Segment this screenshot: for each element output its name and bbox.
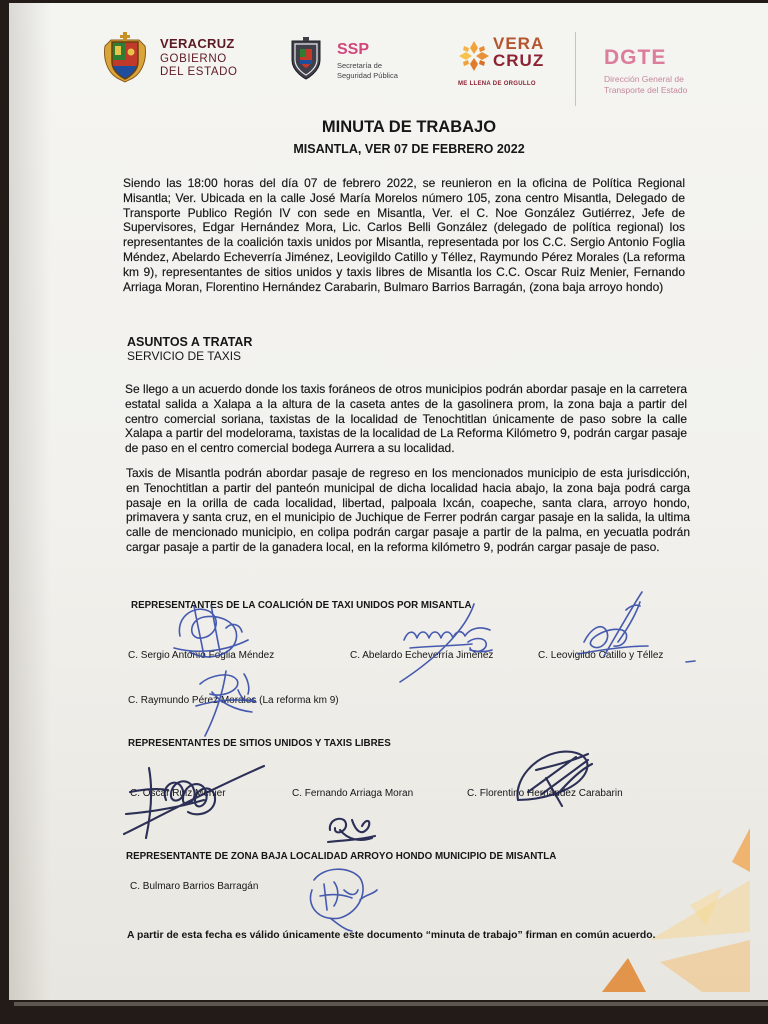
dgte-line-1: Dirección General de	[604, 74, 684, 84]
signature-barrios	[310, 869, 377, 931]
intro-paragraph: Siendo las 18:00 horas del día 07 de febrero 2022, se reunieron en la oficina de Política Regional Misantla; Ver. Ubicada en la calle José María Morelos número 105, zona centro Misantla, Delegado de Transporte Publico Región IV con sede en Misantla, Ver. el C. Noe González Gutiérrez, Jefe de Supervisores, Edgar Hernández Mora, Lic. Carlos Belli González (delegado de política regional) los representantes de la coalición taxis unidos por Misantla, representada por los C.C. Sergio Antonio Foglia Méndez, Abelardo Echeverría Jiménez, Leovigildo Catillo y Téllez, Raymundo Pérez Morales (La reforma km 9), representantes de sitios unidos y taxis libres de Misantla los C.C. Oscar Ruiz Menier, Fernando Arriaga Moran, Florentino Hernández Carabarin, Bulmaro Barrios Barragán, (zona baja arroyo hondo)	[123, 176, 685, 294]
document-title: MINUTA DE TRABAJO	[321, 118, 497, 136]
section-title: ASUNTOS A TRATAR	[127, 335, 253, 349]
signatory-name: C. Bulmaro Barrios Barragán	[130, 881, 259, 892]
coalicion-heading: REPRESENTANTES DE LA COALICIÓN DE TAXI UNIDOS POR MISANTLA	[131, 600, 472, 611]
signature-catillo	[578, 592, 695, 662]
brand-tagline: ME LLENA DE ORGULLO	[458, 81, 536, 87]
signatory-name: C. Florentino Hernández Carabarin	[467, 788, 623, 799]
agreement-paragraph: Se llego a un acuerdo donde los taxis foráneos de otros municipios podrán abordar pasaje en la carretera estatal salida a Xalapa a la altura de la caseta antes de la gasolinera prom, la zona baja a partir del centro comercial soriana, taxistas de la localidad de Tenochtitlan únicamente de paso sobre la calle Xalapa a partir del modelorama, taxistas de la localidad de La Reforma Kilómetro 9, podrán cargar pasaje de paso en el centro comercial bodega Aurrera a su localidad.	[125, 382, 687, 456]
gobierno-line-1: VERACRUZ	[160, 36, 235, 51]
ssp-line-1: Secretaría de	[337, 61, 383, 70]
closing-note: A partir de esta fecha es válido únicamente este documento “minuta de trabajo” firman en común acuerdo.	[127, 930, 656, 941]
brand-line-2: CRUZ	[493, 51, 545, 70]
signature-arriaga	[328, 819, 375, 842]
signatory-name: C. Oscar Ruiz Menier	[130, 788, 226, 799]
gobierno-line-3: DEL ESTADO	[160, 66, 238, 78]
signatory-name: C. Raymundo Pérez Morales (La reforma km 9)	[128, 695, 339, 706]
section-subtitle: SERVICIO DE TAXIS	[127, 349, 242, 363]
signatory-name: C. Abelardo Echeverría Jiménez	[350, 650, 494, 661]
place-and-date: MISANTLA, VER 07 DE FEBRERO 2022	[293, 142, 525, 156]
signature-foglia	[174, 605, 248, 657]
brand-line-1: VERA	[493, 34, 545, 53]
dgte-line-2: Transporte del Estado	[604, 85, 688, 95]
dgte-acronym: DGTE	[604, 46, 667, 69]
signature-echeverria	[400, 604, 492, 682]
zona-baja-heading: REPRESENTANTE DE ZONA BAJA LOCALIDAD ARROYO HONDO MUNICIPIO DE MISANTLA	[126, 851, 557, 862]
gobierno-line-2: GOBIERNO	[160, 53, 227, 65]
agreement-paragraph: Taxis de Misantla podrán abordar pasaje de regreso en los mencionados municipio de esta jurisdicción, en Tenochtitlan a partir del panteón municipal de dicha localidad hacia abajo, la zona baja podrá carga pasaje en la orilla de cada localidad, libertad, palpoala Ixcán, coapeche, santa clara, arroyo hondo, primavera y santa cruz, en el municipio de Juchique de Ferrer podrán cargar pasaje en la salida, la ultima calle de mencionado municipio, en colipa podrán cargar pasaje a partir de la palma, en yecuatla podrán cargar pasaje a partir de la ganadera local, en la reforma kilómetro 9, podrán cargar pasaje de paso.	[126, 466, 690, 554]
signature-hernandez	[517, 752, 592, 806]
signature-perez	[196, 671, 256, 736]
ssp-acronym: SSP	[337, 41, 370, 58]
signatory-name: C. Leovigildo Catillo y Téllez	[538, 650, 664, 661]
signature-ruiz	[124, 766, 264, 838]
signatory-name: C. Fernando Arriaga Moran	[292, 788, 414, 799]
sitios-heading: REPRESENTANTES DE SITIOS UNIDOS Y TAXIS LIBRES	[128, 738, 391, 749]
ssp-line-2: Seguridad Pública	[337, 71, 398, 80]
signatory-name: C. Sergio Antonio Foglia Méndez	[128, 650, 275, 661]
